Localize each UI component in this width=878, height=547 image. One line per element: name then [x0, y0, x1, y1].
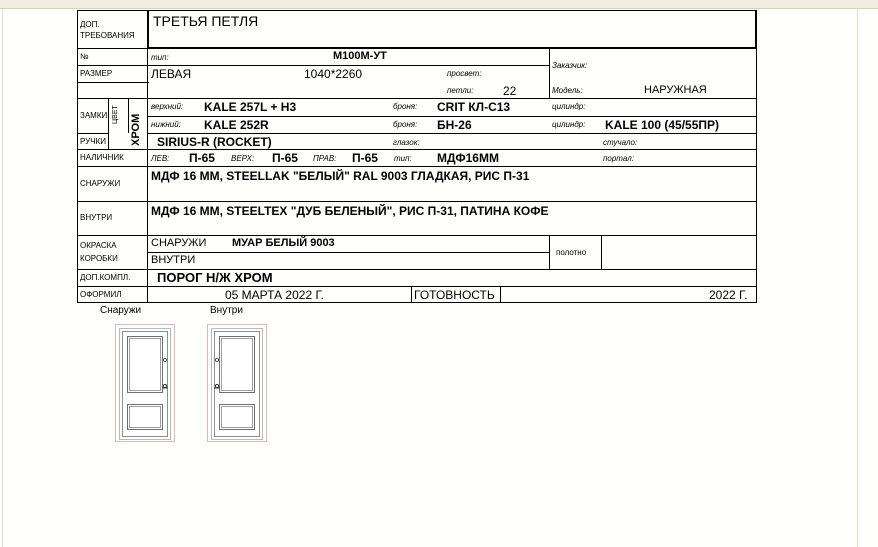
frame-outside-label: СНАРУЖИ [151, 237, 207, 249]
sheet-right-edge [857, 9, 858, 547]
frame-paint-label-1: ОКРАСКА [80, 241, 117, 250]
gap-label: просвет: [447, 69, 482, 78]
armor-upper-value: CRIT КЛ-С13 [437, 100, 511, 114]
number-label: № [80, 52, 89, 61]
locks-label: ЗАМКИ [80, 111, 108, 120]
outside-finish-value: МДФ 16 ММ, STEELLAK "БЕЛЫЙ" RAL 9003 ГЛАДКАЯ, РИС П-31 [151, 169, 530, 183]
outside-drawing-caption: Снаружи [100, 305, 142, 316]
extra-requirements-value: ТРЕТЬЯ ПЕТЛЯ [153, 13, 259, 29]
armor-lower-label: броня: [393, 120, 418, 129]
trim-right-label: ПРАВ: [313, 154, 337, 163]
inside-door-drawing [207, 324, 267, 442]
customer-label: Заказчик: [552, 61, 588, 70]
portal-label: портал: [603, 154, 634, 163]
trim-top-value: П-65 [272, 151, 298, 165]
trim-left-label: ЛЕВ: [151, 154, 170, 163]
upper-lock-value: KALE 257L + H3 [204, 100, 297, 114]
app-top-strip [0, 0, 878, 9]
frame-inside-label: ВНУТРИ [151, 254, 196, 266]
inside-drawing-caption: Внутри [210, 305, 243, 316]
frame-paint-label-2: КОРОБКИ [80, 254, 118, 263]
cylinder-upper-label: цилиндр: [552, 102, 586, 111]
color-value: ХРОМ [130, 113, 142, 146]
size-label: РАЗМЕР [80, 69, 113, 78]
order-sheet [0, 9, 878, 547]
color-label: ЦВЕТ [112, 105, 119, 124]
extras-label: ДОП.КОМПЛ. [80, 273, 131, 282]
trim-top-label: ВЕРХ: [231, 154, 255, 163]
trim-right-value: П-65 [352, 151, 378, 165]
lower-lock-label: нижний: [151, 120, 181, 129]
issued-label: ОФОРМИЛ [80, 290, 122, 299]
armor-lower-value: БН-26 [437, 118, 472, 132]
door-type-value: M100M-УТ [333, 50, 387, 62]
lower-lock-value: KALE 252R [204, 118, 269, 132]
inside-label: ВНУТРИ [80, 213, 113, 222]
upper-lock-label: верхний: [151, 102, 184, 111]
extra-requirements-label: ДОП. ТРЕБОВАНИЯ [80, 20, 135, 40]
trim-type-label: тип: [394, 154, 412, 163]
model-label: Модель: [552, 86, 583, 95]
cylinder-lower-value: KALE 100 (45/55ПР) [605, 118, 720, 132]
striker-label: стучало: [603, 138, 638, 147]
trim-type-value: МДФ16ММ [437, 151, 499, 165]
extras-value: ПОРОГ Н/Ж ХРОМ [157, 270, 273, 285]
canvas-label: полотно [556, 248, 587, 257]
hinges-value: 22 [503, 84, 517, 98]
handles-label: РУЧКИ [80, 137, 106, 146]
trim-left-value: П-65 [189, 151, 215, 165]
trim-label: НАЛИЧНИК [80, 153, 124, 162]
door-side-value: ЛЕВАЯ [151, 67, 192, 81]
issued-date-value: 05 МАРТА 2022 Г. [225, 288, 324, 302]
type-label: тип: [151, 53, 169, 62]
sheet-left-edge [2, 9, 3, 547]
outside-door-drawing [115, 324, 175, 442]
readiness-label: ГОТОВНОСТЬ [414, 288, 495, 302]
peephole-label: глазок: [393, 138, 420, 147]
model-value: НАРУЖНАЯ [644, 84, 707, 96]
outside-label: СНАРУЖИ [80, 179, 121, 188]
cylinder-lower-label: цилиндр: [552, 120, 586, 129]
frame-outside-value: МУАР БЕЛЫЙ 9003 [232, 237, 335, 249]
door-dimensions-value: 1040*2260 [304, 67, 363, 81]
handles-value: SIRIUS-R (ROCKET) [157, 135, 272, 149]
hinges-label: петли: [447, 86, 474, 95]
inside-finish-value: МДФ 16 ММ, STEELTEX "ДУБ БЕЛЕНЫЙ", РИС П-31, ПАТИНА КОФЕ [151, 204, 549, 218]
readiness-value: 2022 Г. [709, 288, 748, 302]
armor-upper-label: броня: [393, 102, 418, 111]
